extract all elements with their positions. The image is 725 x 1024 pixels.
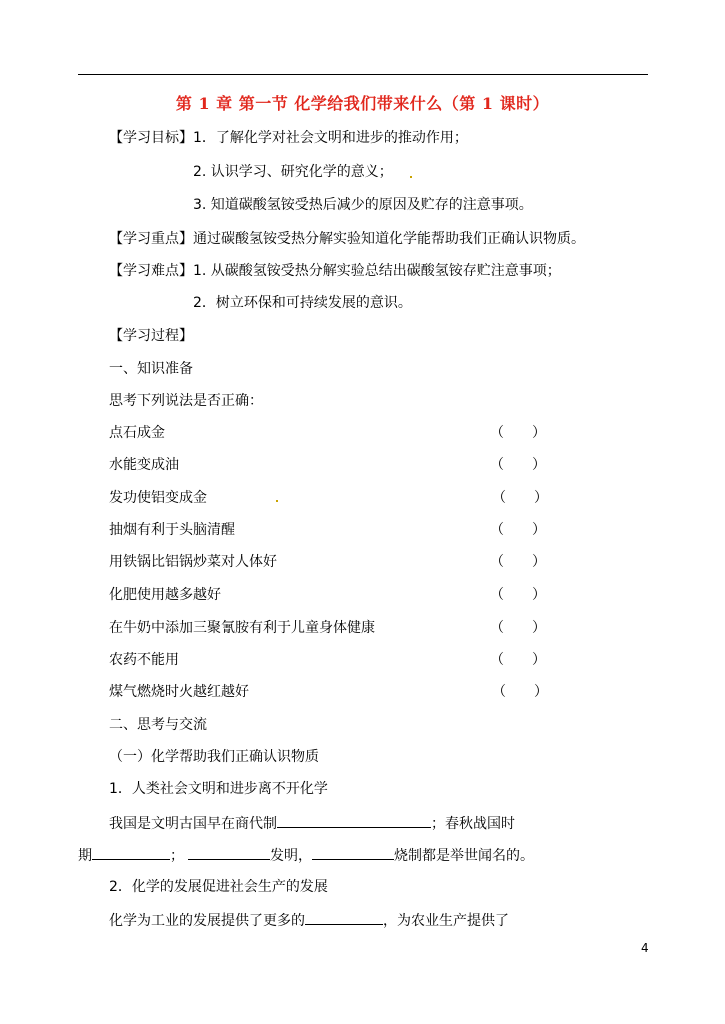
fill-text: 化学为工业的发展提供了更多的	[109, 913, 305, 929]
section1-heading: 一、知识准备	[109, 361, 193, 377]
difficulty-line-1	[109, 262, 561, 280]
answer-paren: （ ）	[490, 425, 546, 441]
answer-paren: （ ）	[490, 457, 546, 473]
statement-item: 在牛奶中添加三聚氰胺有利于儿童身体健康	[109, 620, 375, 636]
fill-line-2	[78, 845, 534, 865]
fill-text: 期	[78, 848, 92, 864]
answer-paren: （ ）	[490, 522, 546, 538]
section1-prompt: 思考下列说法是否正确：	[109, 393, 263, 409]
blank-field[interactable]	[92, 845, 170, 860]
objectives-label: 【学习目标】	[109, 130, 193, 146]
section2-point-2: 2．化学的发展促进社会生产的发展	[109, 879, 328, 895]
fill-text: 我国是文明古国早在商代制	[109, 816, 277, 832]
blank-field[interactable]	[277, 813, 431, 828]
fill-line-1	[109, 813, 515, 833]
fill-text: ，为农业生产提供了	[383, 913, 509, 929]
fill-text: ；	[170, 848, 184, 864]
blank-field[interactable]	[312, 845, 394, 860]
answer-paren: （ ）	[490, 652, 546, 668]
statement-item: 抽烟有利于头脑清醒	[109, 522, 235, 538]
process-label: 【学习过程】	[109, 328, 193, 344]
focus-line	[109, 230, 585, 248]
answer-paren: （ ）	[490, 587, 546, 603]
focus-text: 通过碳酸氢铵受热分解实验知道化学能帮助我们正确认识物质。	[193, 231, 585, 247]
fill-line-3	[109, 910, 509, 930]
blank-field[interactable]	[188, 845, 270, 860]
focus-label: 【学习重点】	[109, 231, 193, 247]
objective-item: 1．了解化学对社会文明和进步的推动作用；	[193, 130, 468, 146]
difficulty-item: 2．树立环保和可持续发展的意识。	[193, 295, 412, 311]
page-title: 第 1 章 第一节 化学给我们带来什么（第 1 课时）	[175, 94, 550, 113]
objective-item: 3. 知道碳酸氢铵受热后减少的原因及贮存的注意事项。	[193, 197, 533, 213]
statement-item: 用铁锅比铝锅炒菜对人体好	[109, 554, 277, 570]
stray-dot	[410, 176, 412, 178]
blank-field[interactable]	[305, 910, 383, 925]
statement-item: 化肥使用越多越好	[109, 587, 221, 603]
statement-item: 发功使铝变成金	[109, 490, 207, 506]
answer-paren: （ ）	[490, 554, 546, 570]
fill-text: 烧制都是举世闻名的。	[394, 848, 534, 864]
stray-dot	[276, 500, 278, 502]
statement-item: 农药不能用	[109, 652, 179, 668]
statement-item: 点石成金	[109, 425, 165, 441]
answer-paren: （ ）	[490, 620, 546, 636]
fill-text: ；春秋战国时	[431, 816, 515, 832]
difficulty-item: 1. 从碳酸氢铵受热分解实验总结出碳酸氢铵存贮注意事项；	[193, 263, 561, 279]
header-rule	[78, 74, 648, 75]
statement-item: 煤气燃烧时火越红越好	[109, 684, 249, 700]
section2-heading: 二、思考与交流	[109, 717, 207, 733]
statement-item: 水能变成油	[109, 457, 179, 473]
objective-item: 2. 认识学习、研究化学的意义；	[193, 164, 393, 180]
answer-paren: （ ）	[492, 490, 548, 506]
section2-point-1: 1．人类社会文明和进步离不开化学	[109, 781, 328, 797]
fill-text: 发明，	[270, 848, 312, 864]
objectives-line-1	[109, 129, 468, 147]
answer-paren: （ ）	[492, 684, 548, 700]
difficulty-label: 【学习难点】	[109, 263, 193, 279]
page-number: 4	[641, 941, 649, 955]
section2-subheading: （一）化学帮助我们正确认识物质	[109, 749, 319, 765]
